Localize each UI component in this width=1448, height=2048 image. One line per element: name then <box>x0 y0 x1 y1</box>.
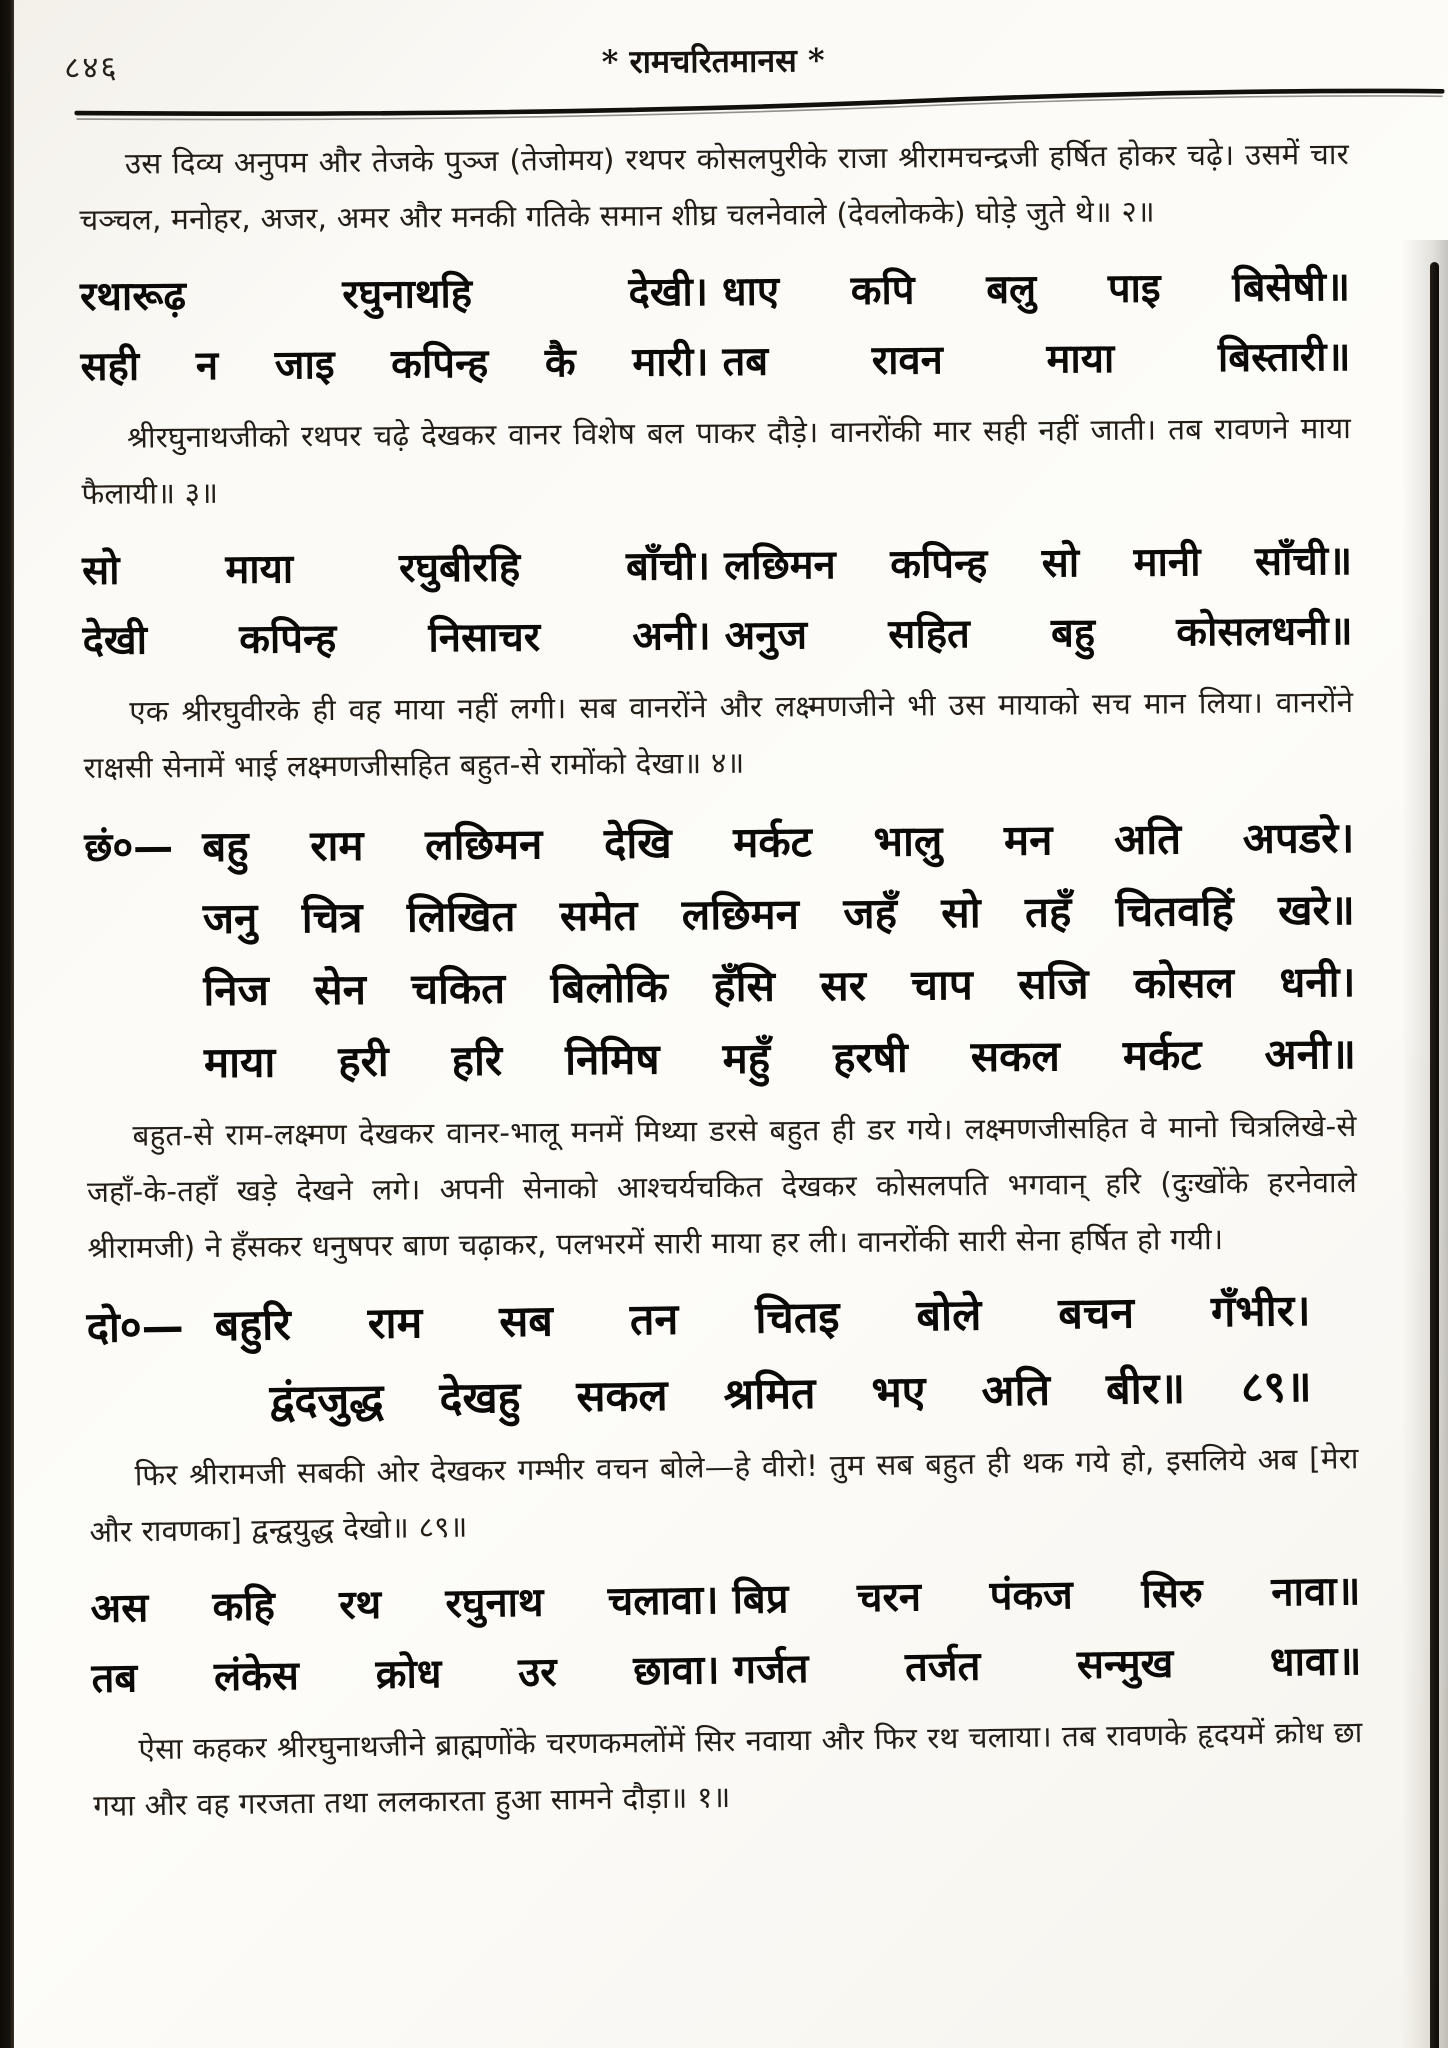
verse-half: अस कहि रथ रघुनाथ चलावा। <box>90 1577 719 1632</box>
chhand-body <box>202 802 1356 1099</box>
chaupai-verse3 <box>80 252 1351 402</box>
scan-right-shadow <box>1402 240 1448 2048</box>
verse-half: देखी कपिन्ह निसाचर अनी। <box>82 613 711 664</box>
chhand-line: बहु राम लछिमन देखि मर्कट भालु मन अति अपडरे। <box>202 813 1355 872</box>
verse-half: गर्जत तर्जत सन्मुख धावा॥ <box>733 1638 1362 1693</box>
page-header <box>64 34 1348 90</box>
chhand-line: माया हरी हरि निमिष महुँ हरषी सकल मर्कट अनी॥ <box>203 1028 1357 1088</box>
doha-line: बहुरि राम सब तन चितइ बोले बचन गँभीर। <box>214 1285 1311 1352</box>
chaupai-verse4 <box>82 526 1353 676</box>
doha-line: द्वंदजुद्ध देखहु सकल श्रमित भए अति बीर॥ ८९॥ <box>269 1361 1312 1427</box>
verse-line <box>82 526 1353 606</box>
verse-half: तब रावन माया बिस्तारी॥ <box>722 334 1351 385</box>
verse-half: धाए कपि बलु पाइ बिसेषी॥ <box>721 264 1351 315</box>
prose-verse3-meaning: श्रीरघुनाथजीको रथपर चढ़े देखकर वानर विशेष बल पाकर दौड़े। वानरोंकी मार सही नहीं जाती। तब रावणने माया फैलायी॥ ३॥ <box>81 411 1352 511</box>
prose-chhand-meaning: बहुत-से राम-लक्ष्मण देखकर वानर-भालू मनमें मिथ्या डरसे बहुत ही डर गये। लक्ष्मणजीसहित वे मानो चित्रलिखे-से जहाँ-के-तहाँ खड़े देखने लगे। अपनी सेनाको आश्चर्यचकित देखकर कोसलपति भगवान् हरि (दुःखोंके हरनेवाले श्रीरामजी) ने हँसकर धनुषपर बाण चढ़ाकर, पलभरमें सारी माया हर ली। वानरोंकी सारी सेना हर्षित हो गयी। <box>86 1108 1358 1265</box>
page-number: ८४६ <box>64 49 119 87</box>
chhand-verse <box>84 802 1356 1100</box>
prose-verse4-meaning: एक श्रीरघुवीरके ही वह माया नहीं लगी। सब वानरोंने और लक्ष्मणजीने भी उस मायाको सच मान लिया। वानरोंने राक्षसी सेनामें भाई लक्ष्मणजीसहित बहुत-से रामोंको देखा॥ ४॥ <box>83 685 1354 785</box>
chhand-label: छं०— <box>84 824 174 871</box>
verse-half: अनुज सहित बहु कोसलधनी॥ <box>724 608 1353 659</box>
doha-body <box>214 1272 1358 1440</box>
verse-line <box>80 322 1351 402</box>
verse-line <box>82 596 1353 676</box>
chaupai-verse1 <box>90 1556 1362 1714</box>
verse-half: लछिमन कपिन्ह सो मानी साँची॥ <box>723 538 1353 589</box>
book-title: * रामचरितमानस * <box>601 41 825 81</box>
page-content <box>64 34 1363 1840</box>
verse-half: तब लंकेस क्रोध उर छावा। <box>91 1647 720 1702</box>
verse-half: सही न जाइ कपिन्ह कै मारी। <box>80 339 709 390</box>
prose-doha89-meaning: फिर श्रीरामजी सबकी ओर देखकर गम्भीर वचन बोले—हे वीरो! तुम सब बहुत ही थक गये हो, इसलिये अब [मेरा और रावणका] द्वन्द्वयुद्ध देखो॥ ८९॥ <box>89 1441 1359 1549</box>
chhand-line: निज सेन चकित बिलोकि हँसि सर चाप सजि कोसल धनी। <box>203 956 1356 1016</box>
prose-verse1-meaning: ऐसा कहकर श्रीरघुनाथजीने ब्राह्मणोंके चरणकमलोंमें सिर नवाया और फिर रथ चलाया। तब रावणके हृदयमें क्रोध छा गया और वह गरजता तथा ललकारता हुआ सामने दौड़ा॥ १॥ <box>93 1715 1363 1823</box>
verse-line <box>80 252 1351 332</box>
verse-half: रथारूढ़ रघुनाथहि देखी। <box>79 269 709 320</box>
verse-half: सो माया रघुबीरहि बाँची। <box>81 543 711 594</box>
lower-page-block <box>86 1272 1363 1834</box>
doha-89 <box>86 1272 1358 1442</box>
scan-right-edge <box>1430 262 1439 2048</box>
scan-left-edge <box>0 0 14 2048</box>
chhand-line: जनु चित्र लिखित समेत लछिमन जहँ सो तहँ चितवहिं खरे॥ <box>202 884 1356 944</box>
verse-half: बिप्र चरन पंकज सिरु नावा॥ <box>732 1568 1361 1623</box>
prose-verse2-meaning: उस दिव्य अनुपम और तेजके पुञ्ज (तेजोमय) रथपर कोसलपुरीके राजा श्रीरामचन्द्रजी हर्षित होकर चढ़े। उसमें चार चञ्चल, मनोहर, अजर, अमर और मनकी गतिके समान शीघ्र चलनेवाले (देवलोकके) घोड़े जुते थे॥ २॥ <box>79 137 1350 237</box>
header-rule <box>74 85 1444 126</box>
doha-label: दो०— <box>86 1301 185 1352</box>
